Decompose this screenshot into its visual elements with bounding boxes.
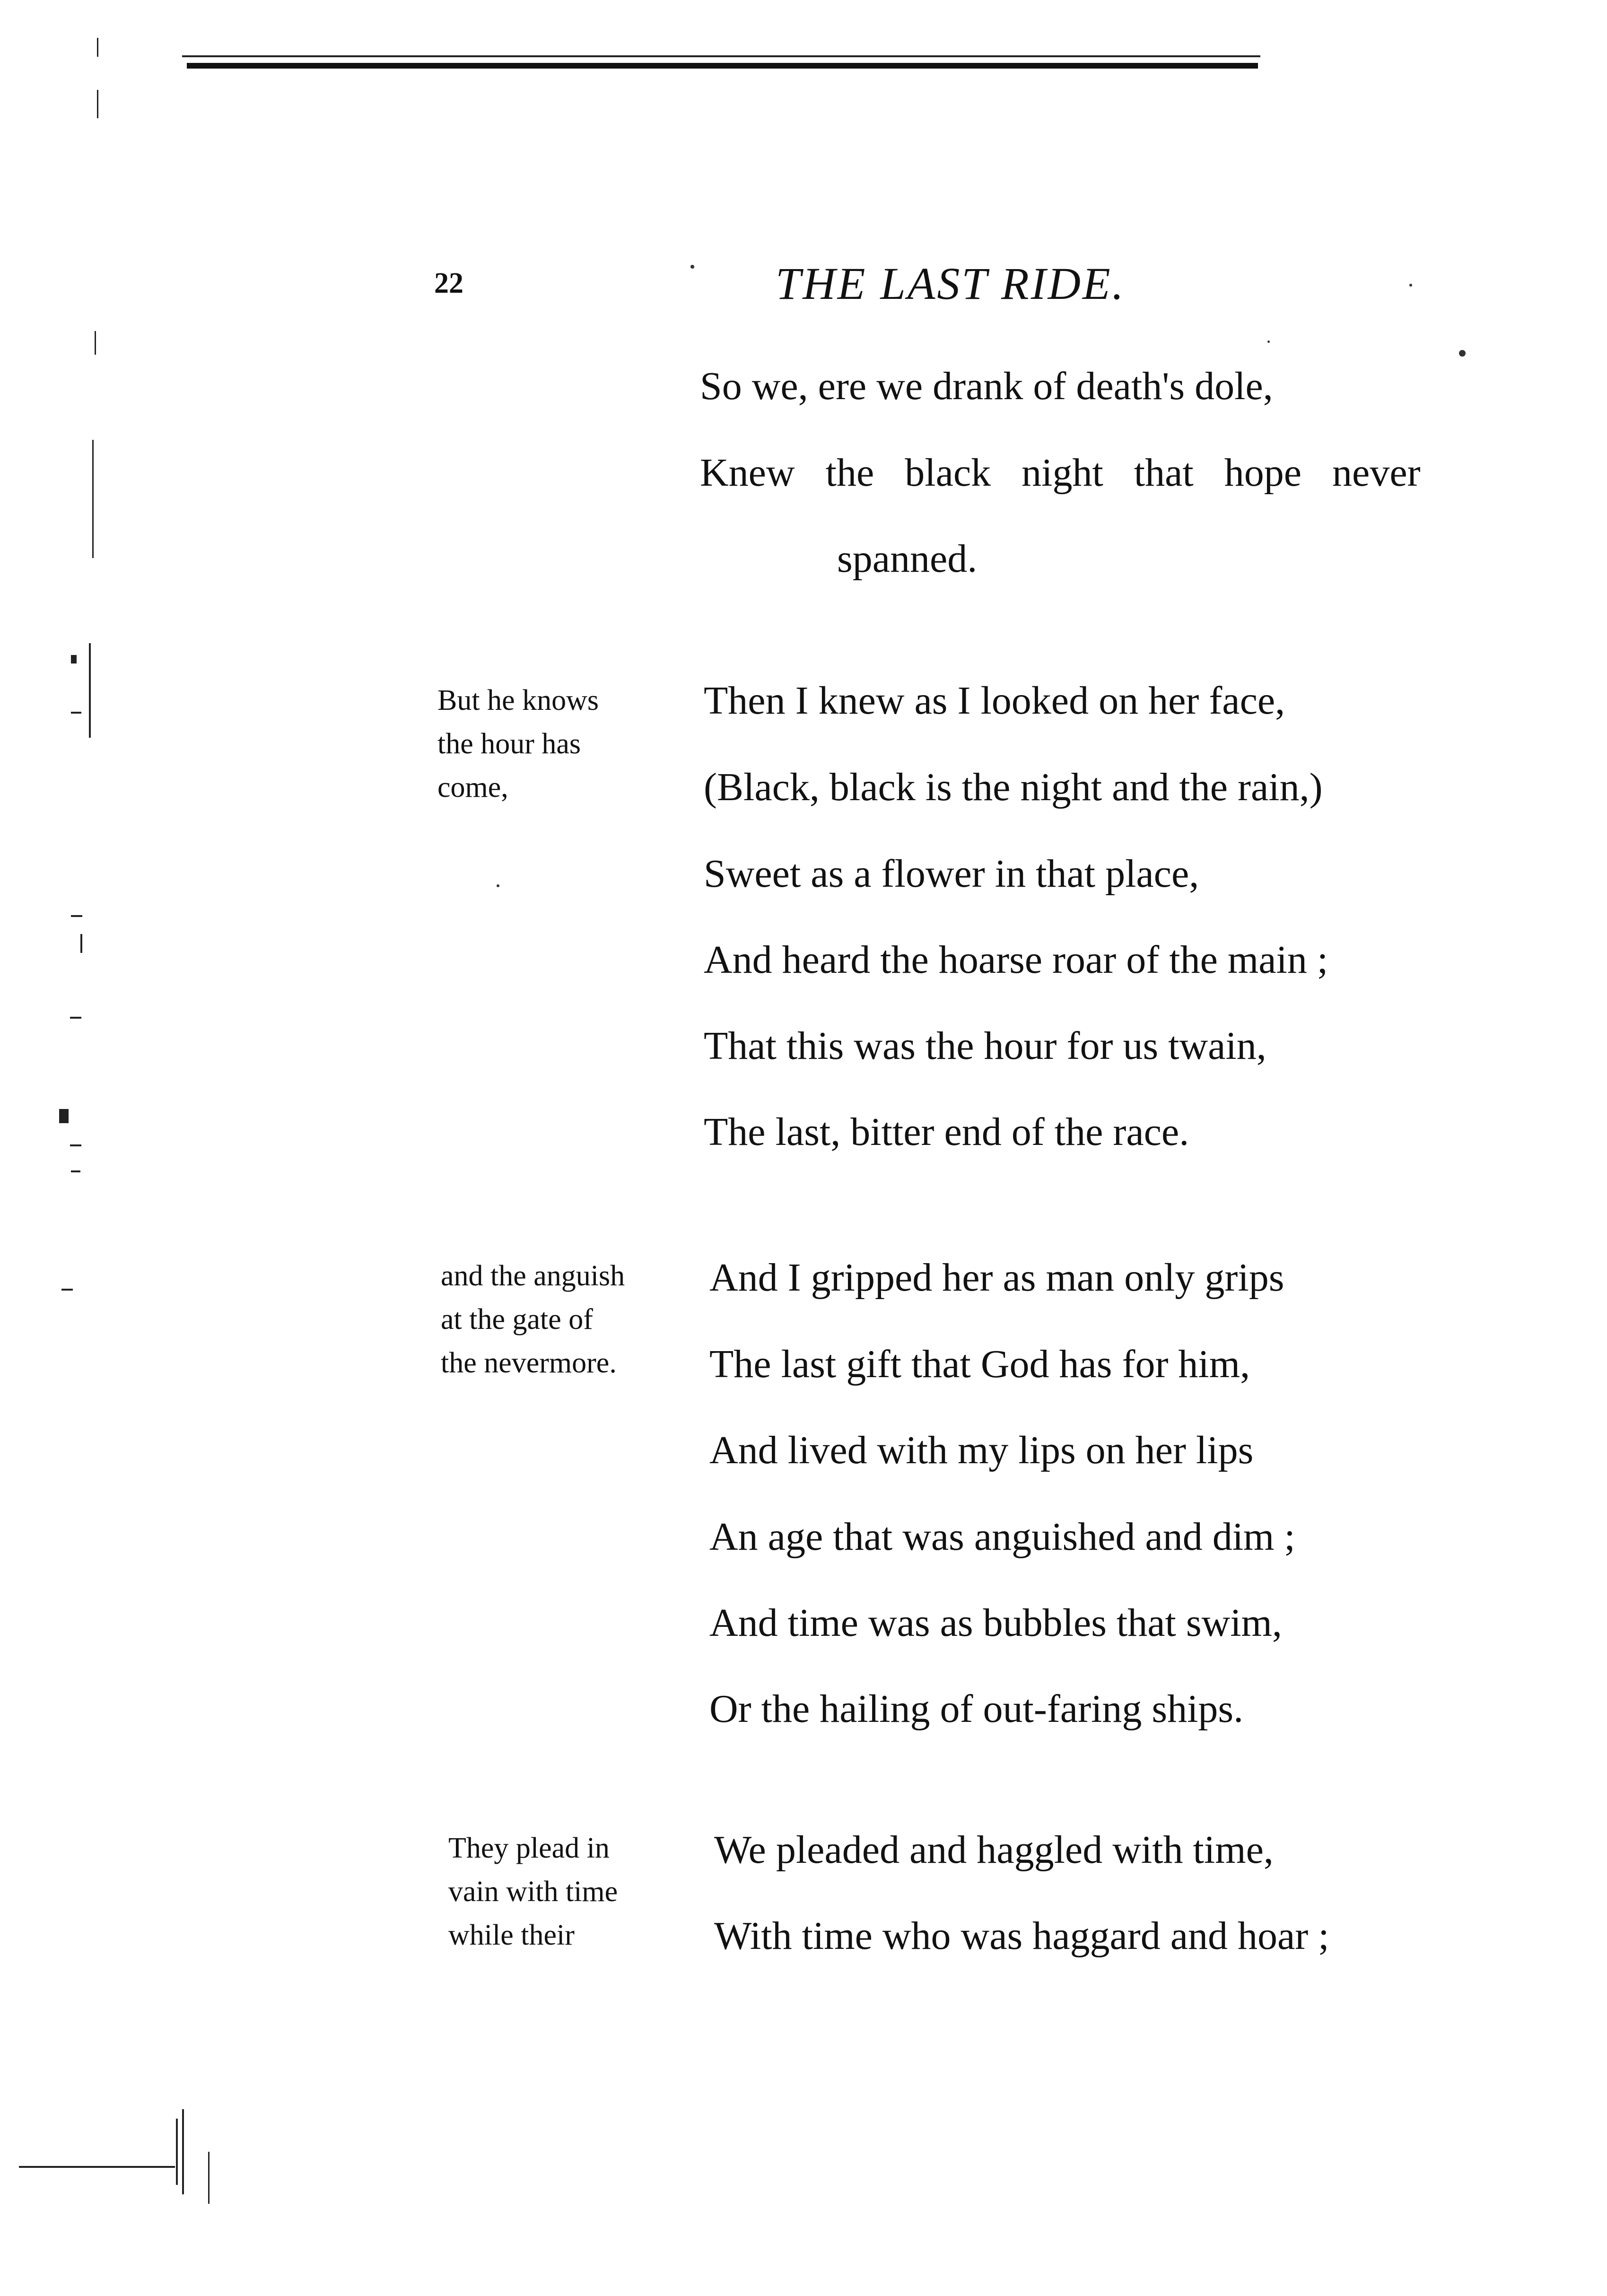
scan-edge-mark [95,331,96,355]
top-rule-thin [182,55,1260,57]
scan-edge-mark [71,655,77,663]
verse-line: With time who was haggard and hoar ; [714,1914,1329,1958]
verse-line: And heard the hoarse roar of the main ; [704,938,1328,982]
ink-speck [1267,340,1270,343]
scan-edge-mark [71,712,81,714]
scan-edge-mark [71,1170,80,1172]
scan-edge-mark [97,38,98,57]
scan-edge-mark [19,2166,175,2168]
scan-edge-mark [71,915,82,917]
scan-edge-mark [176,2119,178,2185]
running-title: THE LAST RIDE. [776,258,1126,309]
page-number: 22 [434,267,463,299]
ink-speck [690,265,694,269]
ink-speck [1459,350,1466,357]
verse-line: And time was as bubbles that swim, [709,1601,1282,1645]
verse-line: spanned. [837,537,978,581]
verse-line: (Black, black is the night and the rain,) [704,765,1323,809]
verse-line: Then I knew as I looked on her face, [704,679,1285,723]
scan-edge-mark [208,2152,210,2204]
scan-edge-mark [182,2109,184,2194]
verse-line: Sweet as a flower in that place, [704,852,1199,896]
scan-edge-mark [70,1144,81,1146]
side-note-line: the nevermore. [441,1347,617,1379]
verse-line: Or the hailing of out-faring ships. [709,1687,1244,1731]
side-note-line: and the anguish [441,1260,625,1292]
verse-line: And lived with my lips on her lips [709,1428,1254,1472]
verse-line: The last, bitter end of the race. [704,1110,1189,1154]
scan-edge-mark [80,934,82,953]
verse-line: So we, ere we drank of death's dole, [700,364,1273,408]
verse-line: That this was the hour for us twain, [704,1024,1266,1068]
side-note-line: But he knows [437,684,599,716]
verse-line: And I gripped her as man only grips [709,1256,1284,1300]
verse-line: An age that was anguished and dim ; [709,1515,1295,1559]
side-note-line: come, [437,771,508,803]
scan-edge-mark [59,1109,69,1123]
ink-speck [497,884,499,887]
side-note-line: They plead in [448,1832,610,1864]
ink-speck [1409,284,1412,287]
verse-line: Knew the black night that hope never [700,451,1421,495]
side-note-line: at the gate of [441,1303,593,1336]
side-note-line: while their [448,1919,575,1951]
scan-edge-mark [70,1017,81,1019]
scan-edge-mark [61,1289,73,1291]
top-rule [187,63,1258,69]
scan-edge-mark [92,440,94,558]
verse-line: The last gift that God has for him, [709,1342,1250,1386]
side-note-line: the hour has [437,728,581,760]
scan-edge-mark [89,643,91,738]
side-note-line: vain with time [448,1876,618,1908]
verse-line: We pleaded and haggled with time, [714,1828,1274,1872]
scan-edge-mark [97,90,98,118]
